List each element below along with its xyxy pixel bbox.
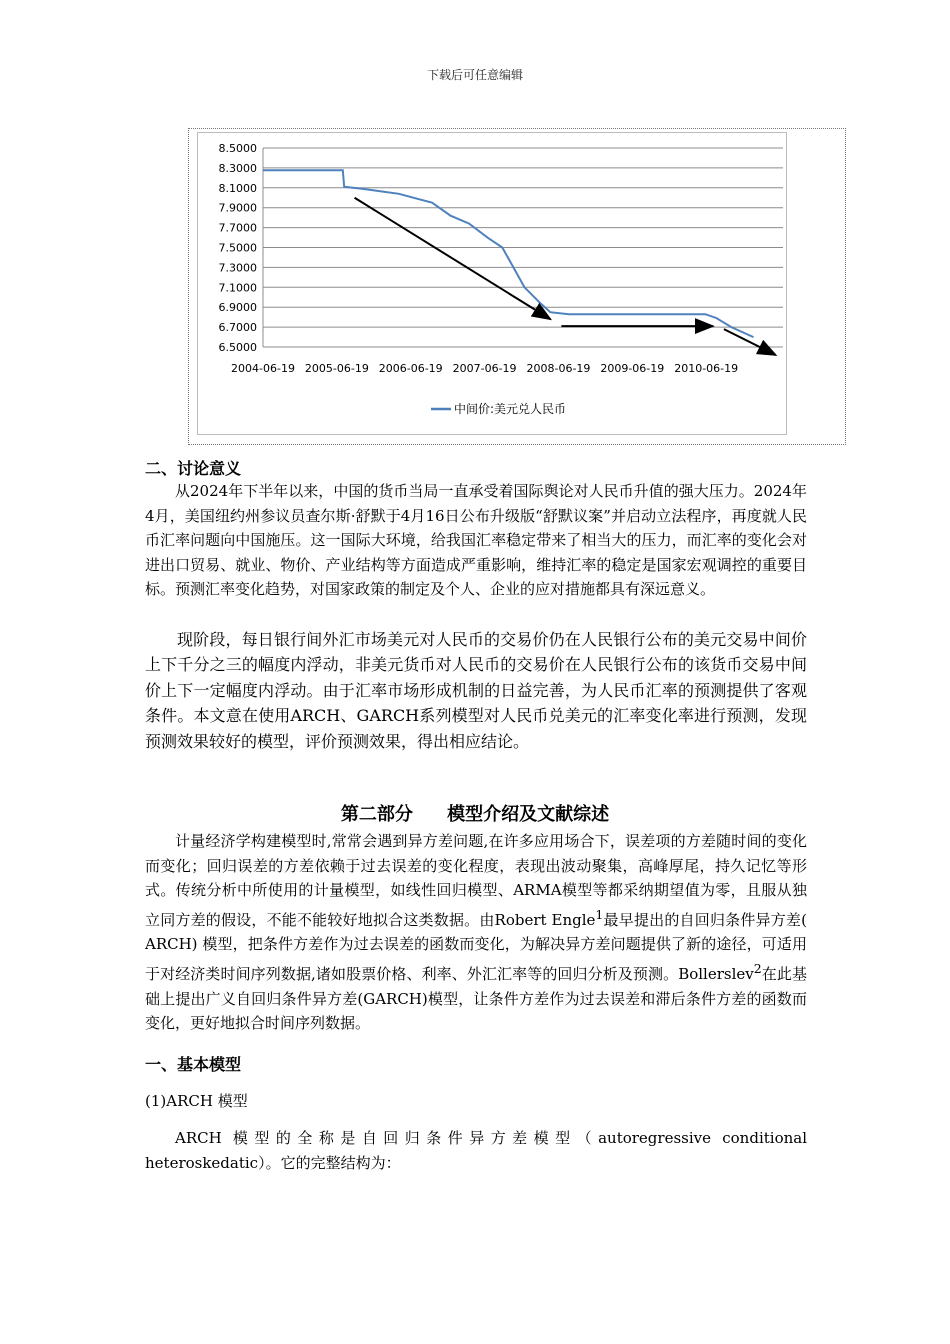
footnote-ref-2: 2 — [753, 960, 762, 976]
y-tick-label: 6.9000 — [218, 301, 257, 315]
y-tick-label: 6.7000 — [218, 321, 257, 335]
legend-label: 中间价:美元兑人民币 — [454, 402, 567, 416]
part-two-text-a: 计量经济学构建模型时,常常会遇到异方差问题,在许多应用场合下，误差项的方差随时间的变化而变化；回归误差的方差依赖于过去误差的变化程度，表现出波动聚集，高峰厚尾，持久记忆等形式。传统分析中所使用的计量模型，如线性回归模型、ARMA模型等都采纳期望值为零，且服从独立同方差的假设，不能不能较好地拟合这类数据。由Robert Engle — [145, 832, 807, 929]
part-two-text-b: 最早提出的自回归条件异方差( ARCH) 模型，把条件方差作为过去误差的函数而变化，为解决异方差问题提供了新的途径，可适用于对经济类时间序列数据,诸如股票价格、利率、外汇汇率等的回归分析及预测。Bollerslev — [145, 910, 807, 983]
y-tick-label: 7.9000 — [218, 201, 257, 215]
part-two-title: 模型介绍及文献综述 — [447, 804, 610, 825]
part-two-label: 第二部分 — [340, 804, 413, 825]
x-tick-label: 2008-06-19 — [526, 362, 591, 375]
part-two-text-c: 在此基础上提出广义自回归条件异方差(GARCH)模型，让条件方差作为过去误差和滞后条件方差的函数而变化，更好地拟合时间序列数据。 — [145, 964, 807, 1033]
y-tick-label: 8.5000 — [218, 142, 257, 155]
section-title-discussion: 二、讨论意义 — [145, 459, 242, 478]
annotation-arrow — [724, 329, 776, 355]
part-two-heading — [0, 800, 950, 826]
y-tick-label: 8.1000 — [218, 181, 257, 195]
arch-paragraph: ARCH 模型的全称是自回归条件异方差模型（autoregressive conditional heteroskedatic）。它的完整结构为： — [145, 1129, 807, 1172]
y-tick-label: 8.3000 — [218, 161, 257, 175]
x-tick-label: 2010-06-19 — [674, 362, 739, 375]
y-tick-label: 7.3000 — [218, 261, 257, 275]
y-tick-label: 6.5000 — [218, 341, 257, 354]
discussion-paragraph-1: 从2024年下半年以来，中国的货币当局一直承受着国际舆论对人民币升值的强大压力。2024年4月，美国纽约州参议员查尔斯·舒默于4月16日公布升级版“舒默议案”并启动立法程序，再度就人民币汇率问题向中国施压。这一国际大环境，给我国汇率稳定带来了相当大的压力，而汇率的变化会对进出口贸易、就业、物价、产业结构等方面造成严重影响，维持汇率的稳定是国家宏观调控的重要目标。预测汇率变化趋势，对国家政策的制定及个人、企业的应对措施都具有深远意义。 — [145, 482, 807, 599]
download-note: 下载后可任意编辑 — [426, 68, 523, 82]
exchange-rate-line-chart — [198, 133, 788, 436]
subsection-arch: (1)ARCH 模型 — [145, 1092, 248, 1110]
x-tick-label: 2007-06-19 — [452, 362, 517, 375]
part-two-paragraph — [145, 829, 807, 1036]
x-tick-label: 2004-06-19 — [231, 362, 295, 375]
chart-area — [197, 132, 787, 435]
y-tick-label: 7.5000 — [218, 241, 257, 255]
x-tick-label: 2005-06-19 — [304, 362, 369, 375]
y-tick-label: 7.7000 — [218, 221, 257, 235]
section-title-basic-model: 一、基本模型 — [145, 1055, 242, 1074]
footnote-ref-1: 1 — [595, 906, 604, 922]
x-tick-label: 2009-06-19 — [600, 362, 665, 375]
x-tick-label: 2006-06-19 — [378, 362, 443, 375]
series-line — [263, 170, 754, 337]
y-tick-label: 7.1000 — [218, 281, 257, 295]
discussion-paragraph-2: 现阶段，每日银行间外汇市场美元对人民币的交易价仍在人民银行公布的美元交易中间价上下千分之三的幅度内浮动，非美元货币对人民币的交易价在人民银行公布的该货币交易中间价上下一定幅度内浮动。由于汇率市场形成机制的日益完善，为人民币汇率的预测提供了客观条件。本文意在使用ARCH、GARCH系列模型对人民币兑美元的汇率变化率进行预测，发现预测效果较好的模型，评价预测效果，得出相应结论。 — [145, 630, 807, 751]
chart-frame — [188, 128, 846, 445]
